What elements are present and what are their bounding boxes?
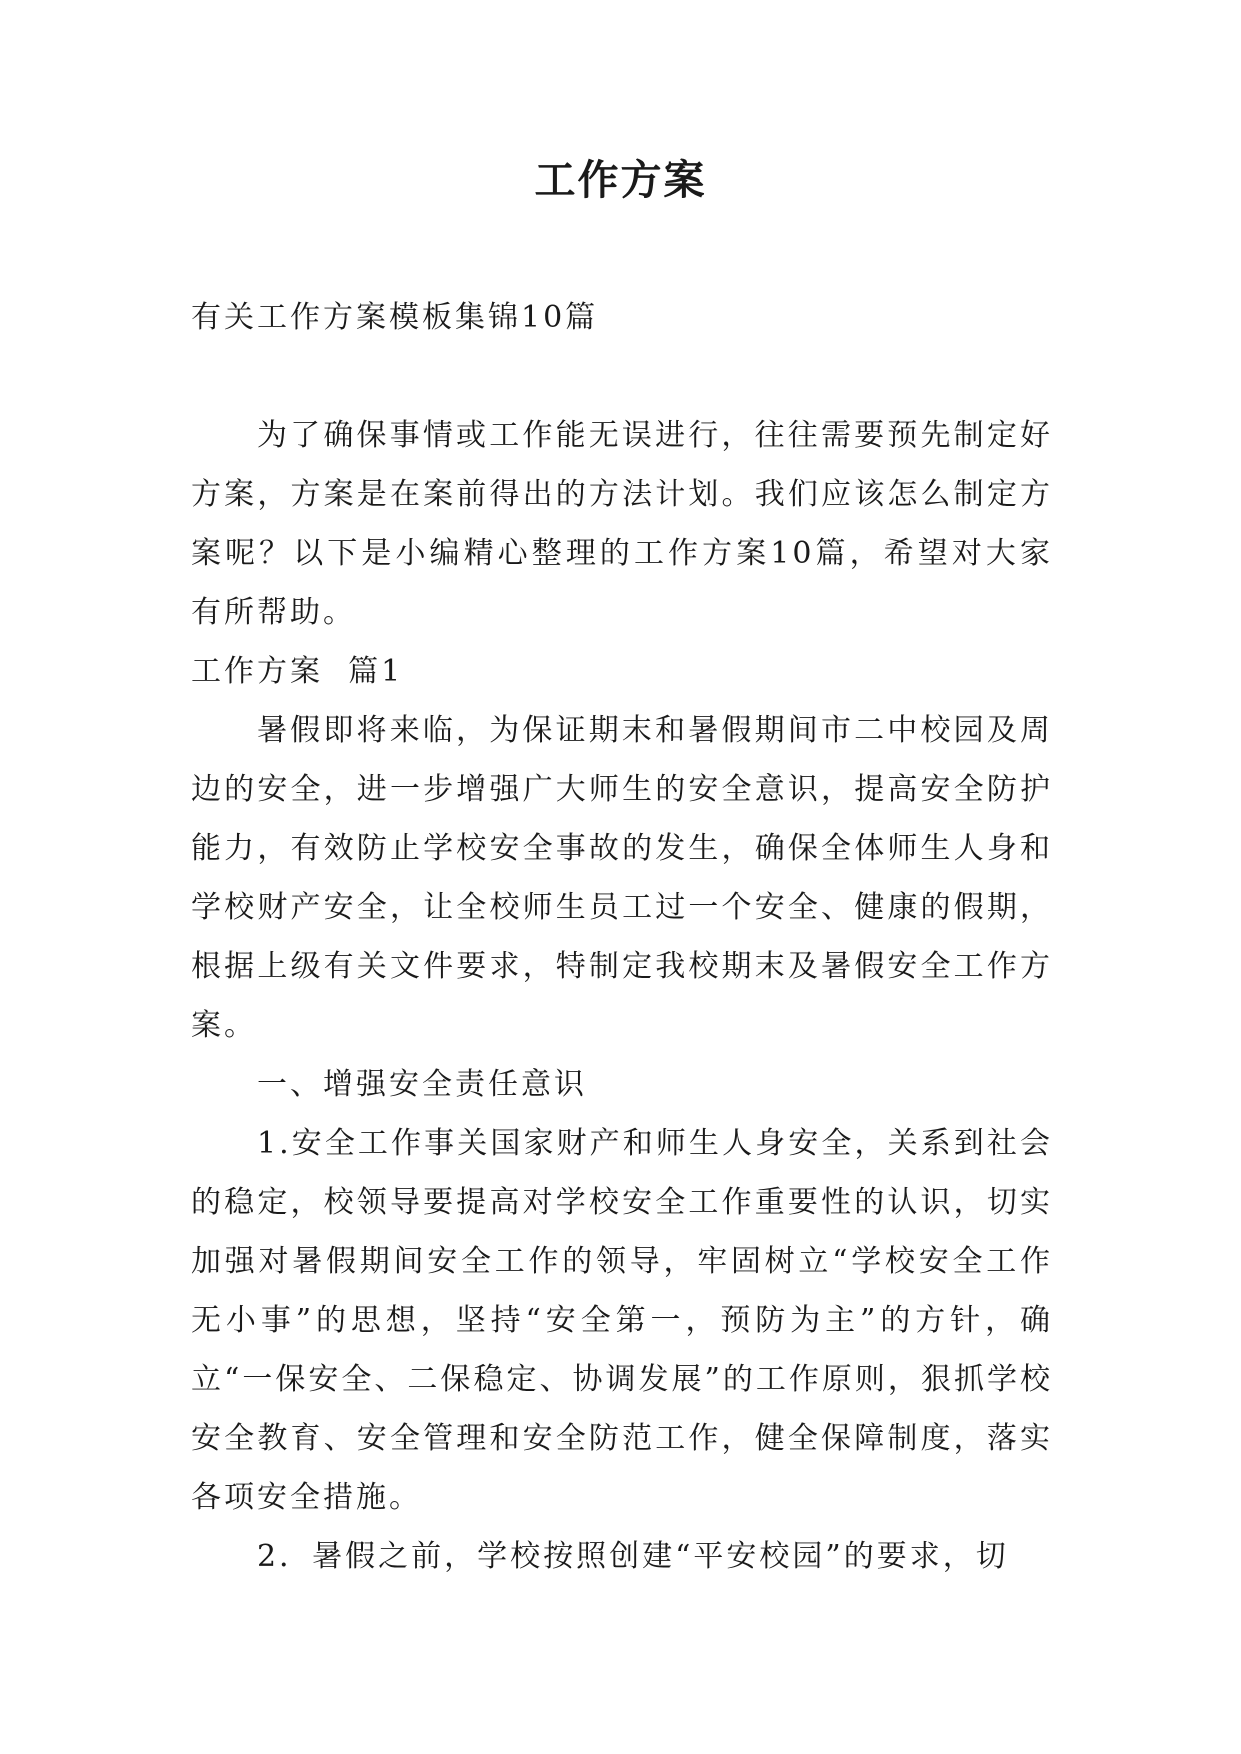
paragraph-1: 暑假即将来临，为保证期末和暑假期间市二中校园及周边的安全，进一步增强广大师生的安全意识，提高安全防护能力，有效防止学校安全事故的发生，确保全体师生人身和学校财产安全，让全校师生员工过一个安全、健康的假期，根据上级有关文件要求，特制定我校期末及暑假安全工作方案。 xyxy=(191,713,1053,1043)
document-body xyxy=(191,288,1053,1586)
document-title: 工作方案 xyxy=(534,156,707,204)
intro-paragraph: 为了确保事情或工作能无误进行，往往需要预先制定好方案，方案是在案前得出的方法计划。我们应该怎么制定方案呢？以下是小编精心整理的工作方案10篇，希望对大家有所帮助。 xyxy=(191,418,1053,630)
heading-1: 一、增强安全责任意识 xyxy=(257,1067,587,1102)
document-subtitle: 有关工作方案模板集锦10篇 xyxy=(191,300,599,335)
list-item-2: 2．暑假之前，学校按照创建“平安校园”的要求，切 xyxy=(257,1539,1009,1574)
section-heading: 工作方案 篇1 xyxy=(191,654,404,689)
list-item-1: 1.安全工作事关国家财产和师生人身安全，关系到社会的稳定，校领导要提高对学校安全工作重要性的认识，切实加强对暑假期间安全工作的领导，牢固树立“学校安全工作无小事”的思想，坚持“安全第一，预防为主”的方针，确立“一保安全、二保稳定、协调发展”的工作原则，狠抓学校安全教育、安全管理和安全防范工作，健全保障制度，落实各项安全措施。 xyxy=(191,1126,1053,1515)
